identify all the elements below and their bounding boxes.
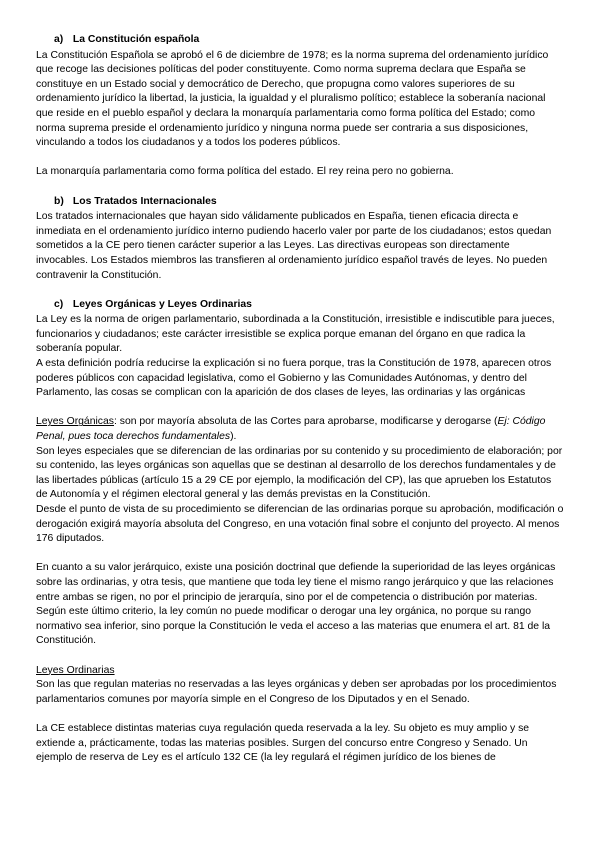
leyes-organicas-intro-text: : son por mayoría absoluta de las Cortes para aprobarse, modificarse y derogarse (: [113, 416, 498, 428]
leyes-organicas-paragraph-3: En cuanto a su valor jerárquico, existe una posición doctrinal que defiende la superioridad de las leyes orgánicas sobre las ordinarias, y otra tesis, que mantiene que toda ley tiene el mismo rango jerárquico y que las relaciones entre ambas se rigen, no por el principio de jerarquía, sino por el de competencia o distribución por materias. Según este último criterio, la ley común no puede modificar o derogar una ley orgánica, no porque su rango normativo sea inferior, sino porque la Constitución le veda el acceso a las materias que enumera el art. 81 de la Constitución.: [36, 562, 556, 647]
section-b-paragraph-1: Los tratados internacionales que hayan sido válidamente publicados en España, tienen eficacia directa e inmediata en el ordenamiento jurídico interno pudiendo hacerlo valer por parte de los ciudadanos; estos quedan sometidos a la CE pero tienen carácter superior a las Leyes. Las directivas europeas son directamente invocables. Los Estados miembros las transfieren al ordenamiento jurídico español través de leyes. No pueden contravenir la Constitución.: [36, 211, 552, 281]
leyes-ordinarias-paragraph-2: La CE establece distintas materias cuya regulación queda reservada a la ley. Su objeto es muy amplio y se extiende a, prácticamente, todas las materias posibles. Surgen del concurso entre Congreso y Senado. Un ejemplo de reserva de Ley es el artículo 132 CE (la ley regulará el régimen jurídico de los bienes de: [36, 722, 530, 764]
section-c-heading: [36, 298, 564, 313]
section-b-letter: b): [54, 195, 64, 207]
leyes-organicas-paragraph-1: Son leyes especiales que se diferencian de las ordinarias por su contenido y su procedimiento de elaboración; por su contenido, las leyes orgánicas son aquellas que se destinan al desarrollo de los derechos fundamentales y de las libertades públicas (artículo 15 a 29 CE por ejemplo, la modificación del CP), las que aprueben los Estatutos de Autonomía y el régimen electoral general y las demás previstas en la Constitución.: [36, 445, 563, 501]
leyes-organicas-paragraph-2: Desde el punto de vista de su procedimiento se diferencian de las ordinarias porque su aprobación, modificación o derogación exigirá mayoría absoluta del Congreso, en una votación final sobre el conjunto del proyecto. Al menos 176 diputados.: [36, 504, 564, 545]
section-a-paragraph-2: La monarquía parlamentaria como forma política del estado. El rey reina pero no gobierna.: [36, 166, 454, 178]
section-a-heading: [36, 33, 564, 48]
section-c-letter: c): [54, 298, 64, 310]
section-a-paragraph-1: La Constitución Española se aprobó el 6 de diciembre de 1978; es la norma suprema del ordenamiento jurídico que recoge las decisiones políticas del poder constituyente. Como norma suprema declara que España se constituye en un Estado social y democrático de Derecho, que propugna como valores superiores de su ordenamiento jurídico la libertad, la justicia, la igualdad y el pluralismo político; establece la soberanía nacional que reside en el pueblo español y declara la monarquía parlamentaria como forma política del Estado; como norma suprema preside el ordenamiento jurídico y ninguna norma puede ser contraria a sus disposiciones, vinculando a todos los ciudadanos y a todos los poderes públicos.: [36, 49, 549, 149]
section-c-paragraph-2: A esta definición podría reducirse la explicación si no fuera porque, tras la Constitución de 1978, aparecen otros poderes públicos con capacidad legislativa, como el Gobierno y las Comunidades Autónomas, y dentro del Parlamento, las cosas se complican con la aparición de dos clases de leyes, las ordinarias y las orgánicas: [36, 358, 552, 399]
leyes-ordinarias-paragraph-1: Son las que regulan materias no reservadas a las leyes orgánicas y deben ser aprobadas por los procedimientos parlamentarios comunes por mayoría simple en el Congreso de los Diputados y en el Senado.: [36, 679, 557, 705]
leyes-organicas-intro: [36, 415, 564, 444]
section-b-heading: [36, 195, 564, 210]
leyes-organicas-close: ).: [230, 431, 237, 443]
section-c-title: Leyes Orgánicas y Leyes Ordinarias: [72, 298, 252, 310]
section-c-paragraph-1: La Ley es la norma de origen parlamentario, subordinada a la Constitución, irresistible e indiscutible para jueces, funcionarios y ciudadanos; este carácter irresistible se explica porque emanan del órgano en que radica la soberanía popular.: [36, 314, 555, 355]
leyes-ordinarias-label: Leyes Ordinarias: [36, 664, 115, 676]
leyes-organicas-label: Leyes Orgánicas: [36, 416, 114, 428]
section-b-title: Los Tratados Internacionales: [72, 195, 217, 207]
section-a-letter: a): [54, 34, 64, 45]
section-a-title: La Constitución española: [72, 34, 200, 45]
leyes-organicas-example: Ej: Código Penal, pues toca derechos fundamentales: [36, 416, 546, 443]
